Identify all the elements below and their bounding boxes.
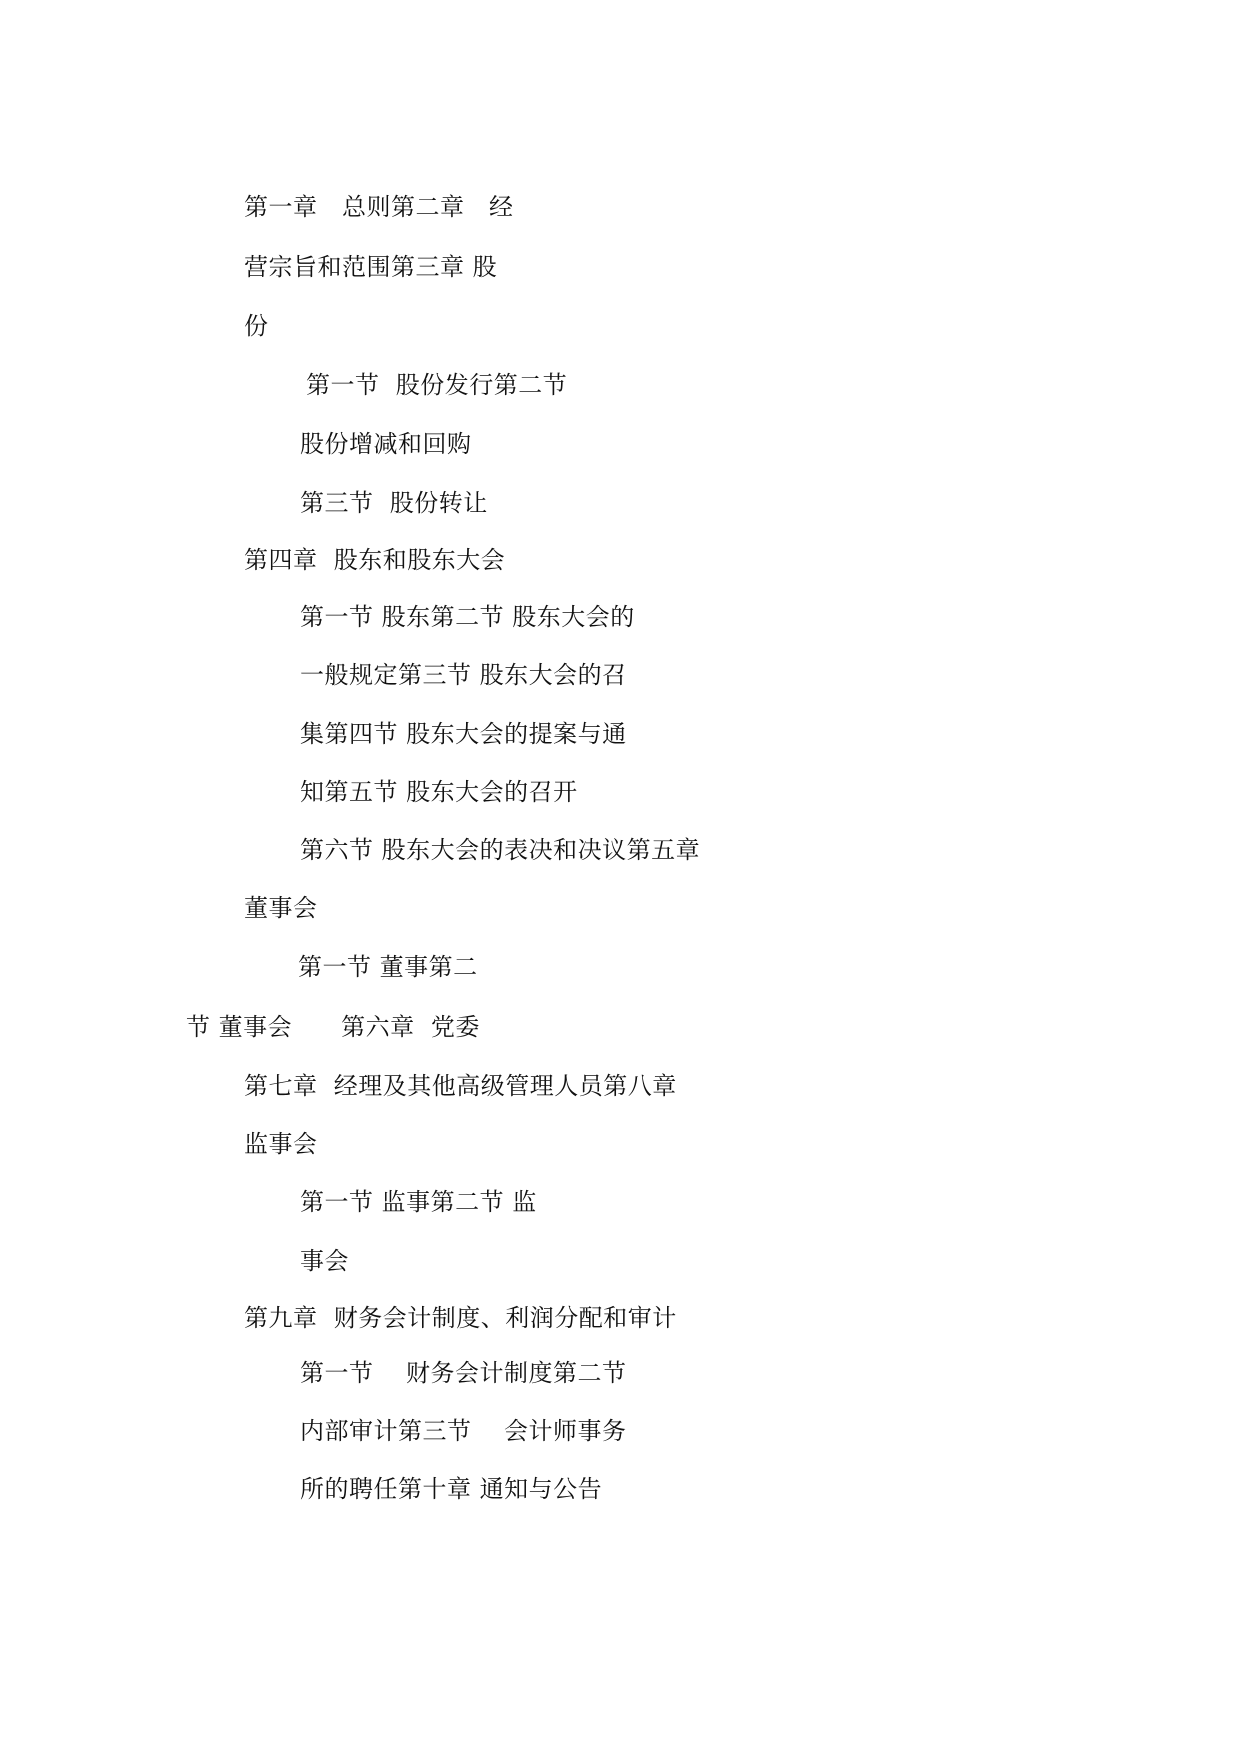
toc-line: 知第五节 股东大会的召开: [300, 778, 578, 806]
toc-line: 第一节 股份发行第二节: [306, 371, 568, 399]
toc-line: 第一节 财务会计制度第二节: [300, 1359, 627, 1387]
toc-line: 内部审计第三节 会计师事务: [300, 1417, 627, 1445]
toc-line: 第一节 监事第二节 监: [300, 1188, 537, 1216]
toc-line: 监事会: [244, 1130, 318, 1158]
toc-line: 事会: [300, 1247, 349, 1275]
toc-line: 一般规定第三节 股东大会的召: [300, 661, 627, 689]
toc-line: 第四章 股东和股东大会: [244, 546, 506, 574]
toc-line: 董事会: [244, 894, 318, 922]
toc-line: 第七章 经理及其他高级管理人员第八章: [244, 1072, 677, 1100]
toc-line: 第六节 股东大会的表决和决议第五章: [300, 836, 701, 864]
toc-line: 所的聘任第十章 通知与公告: [300, 1475, 603, 1503]
toc-line: 第九章 财务会计制度、利润分配和审计: [244, 1304, 677, 1332]
toc-line: 节 董事会 第六章 党委: [186, 1013, 480, 1041]
toc-line: 股份增减和回购: [300, 430, 472, 458]
toc-line: 营宗旨和范围第三章 股: [244, 253, 498, 281]
toc-line: 份: [244, 312, 269, 340]
toc-line: 集第四节 股东大会的提案与通: [300, 720, 627, 748]
toc-line: 第三节 股份转让: [300, 489, 488, 517]
toc-line: 第一节 董事第二: [298, 953, 478, 981]
toc-line: 第一章 总则第二章 经: [244, 193, 514, 221]
toc-line: 第一节 股东第二节 股东大会的: [300, 603, 635, 631]
